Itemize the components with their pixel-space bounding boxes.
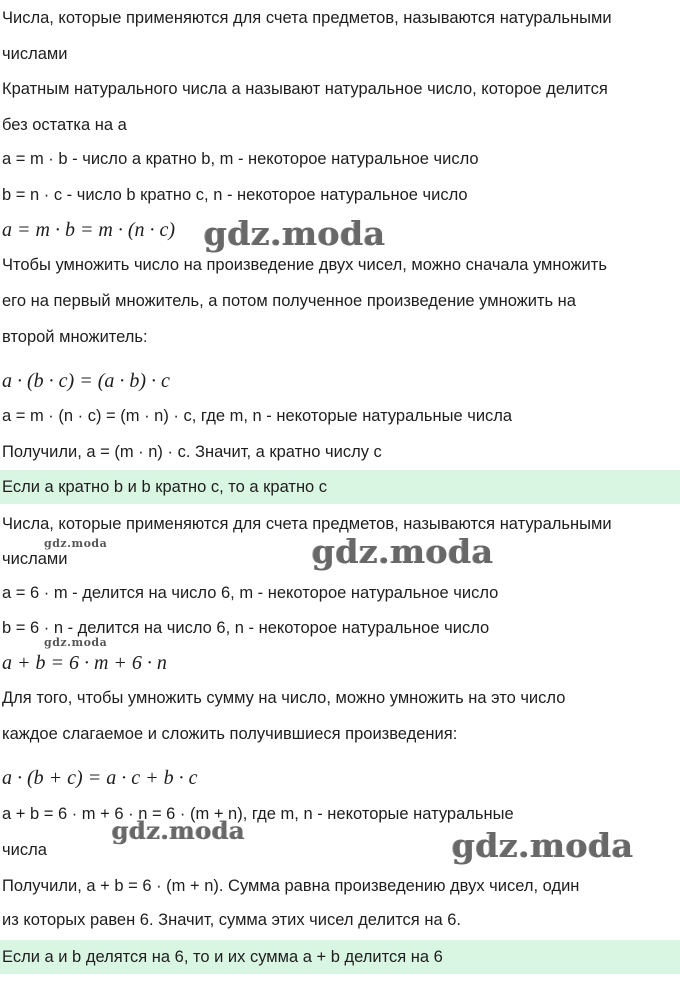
s1-equation-1: a = m · b - число a кратно b, m - некоторое натуральное число [2, 150, 479, 168]
s1-equation-2: b = n · c - число b кратно c, n - некоторое натуральное число [2, 186, 468, 204]
s2-conclusion: Если a и b делятся на 6, то и их сумма a + b делится на 6 [0, 940, 680, 974]
s1-result: Получили, a = (m · n) · c. Значит, a кратно числу c [2, 443, 382, 461]
watermark-logo: gdz.moda [112, 816, 246, 845]
s1-intro-line1: Числа, которые применяются для счета предметов, называются натуральными [2, 9, 612, 27]
s2-equation-1: a = 6 · m - делится на число 6, m - некоторое натуральное число [2, 584, 499, 602]
s2-intro-line1: Числа, которые применяются для счета предметов, называются натуральными [2, 515, 612, 533]
s2-equation-5-line1: a + b = 6 · m + 6 · n = 6 · (m + n), где m, n - некоторые натуральные [2, 805, 514, 823]
watermark-logo: gdz.moda [204, 214, 386, 253]
s2-equation-5-line2: числа [2, 841, 47, 859]
watermark-logo-small: gdz.moda [44, 537, 108, 550]
s2-equation-2: b = 6 · n - делится на число 6, n - некоторое натуральное число [2, 619, 490, 637]
s2-result-line2: из которых равен 6. Значит, сумма этих чисел делится на 6. [2, 911, 461, 929]
watermark-logo: gdz.moda [452, 826, 634, 865]
s2-equation-3: a + b = 6 · m + 6 · n [2, 652, 167, 674]
s1-rule-line1: Чтобы умножить число на произведение двух чисел, можно сначала умножить [2, 256, 607, 274]
s1-equation-5: a = m · (n · c) = (m · n) · c, где m, n - некоторые натуральные числа [2, 407, 513, 425]
watermark-logo: gdz.moda [312, 532, 494, 571]
s2-intro-line2: числами [2, 550, 68, 568]
s1-equation-4: a · (b · c) = (a · b) · c [2, 370, 170, 392]
s2-result-line1: Получили, a + b = 6 · (m + n). Сумма равна произведению двух чисел, один [2, 877, 580, 895]
s1-rule-line3: второй множитель: [2, 328, 148, 346]
s1-equation-3: a = m · b = m · (n · c) [2, 219, 176, 241]
s1-definition-line1: Кратным натурального числа a называют натуральное число, которое делится [2, 80, 608, 98]
s2-rule-line2: каждое слагаемое и сложить получившиеся произведения: [2, 725, 458, 743]
s2-rule-line1: Для того, чтобы умножить сумму на число, можно умножить на это число [2, 689, 566, 707]
s2-equation-4: a · (b + c) = a · c + b · c [2, 767, 198, 789]
s1-rule-line2: его на первый множитель, а потом полученное произведение умножить на [2, 292, 576, 310]
s1-definition-line2: без остатка на a [2, 116, 127, 134]
watermark-logo-small: gdz.moda [44, 636, 108, 649]
s1-conclusion: Если a кратно b и b кратно c, то a кратно c [0, 470, 680, 504]
s1-intro-line2: числами [2, 45, 68, 63]
